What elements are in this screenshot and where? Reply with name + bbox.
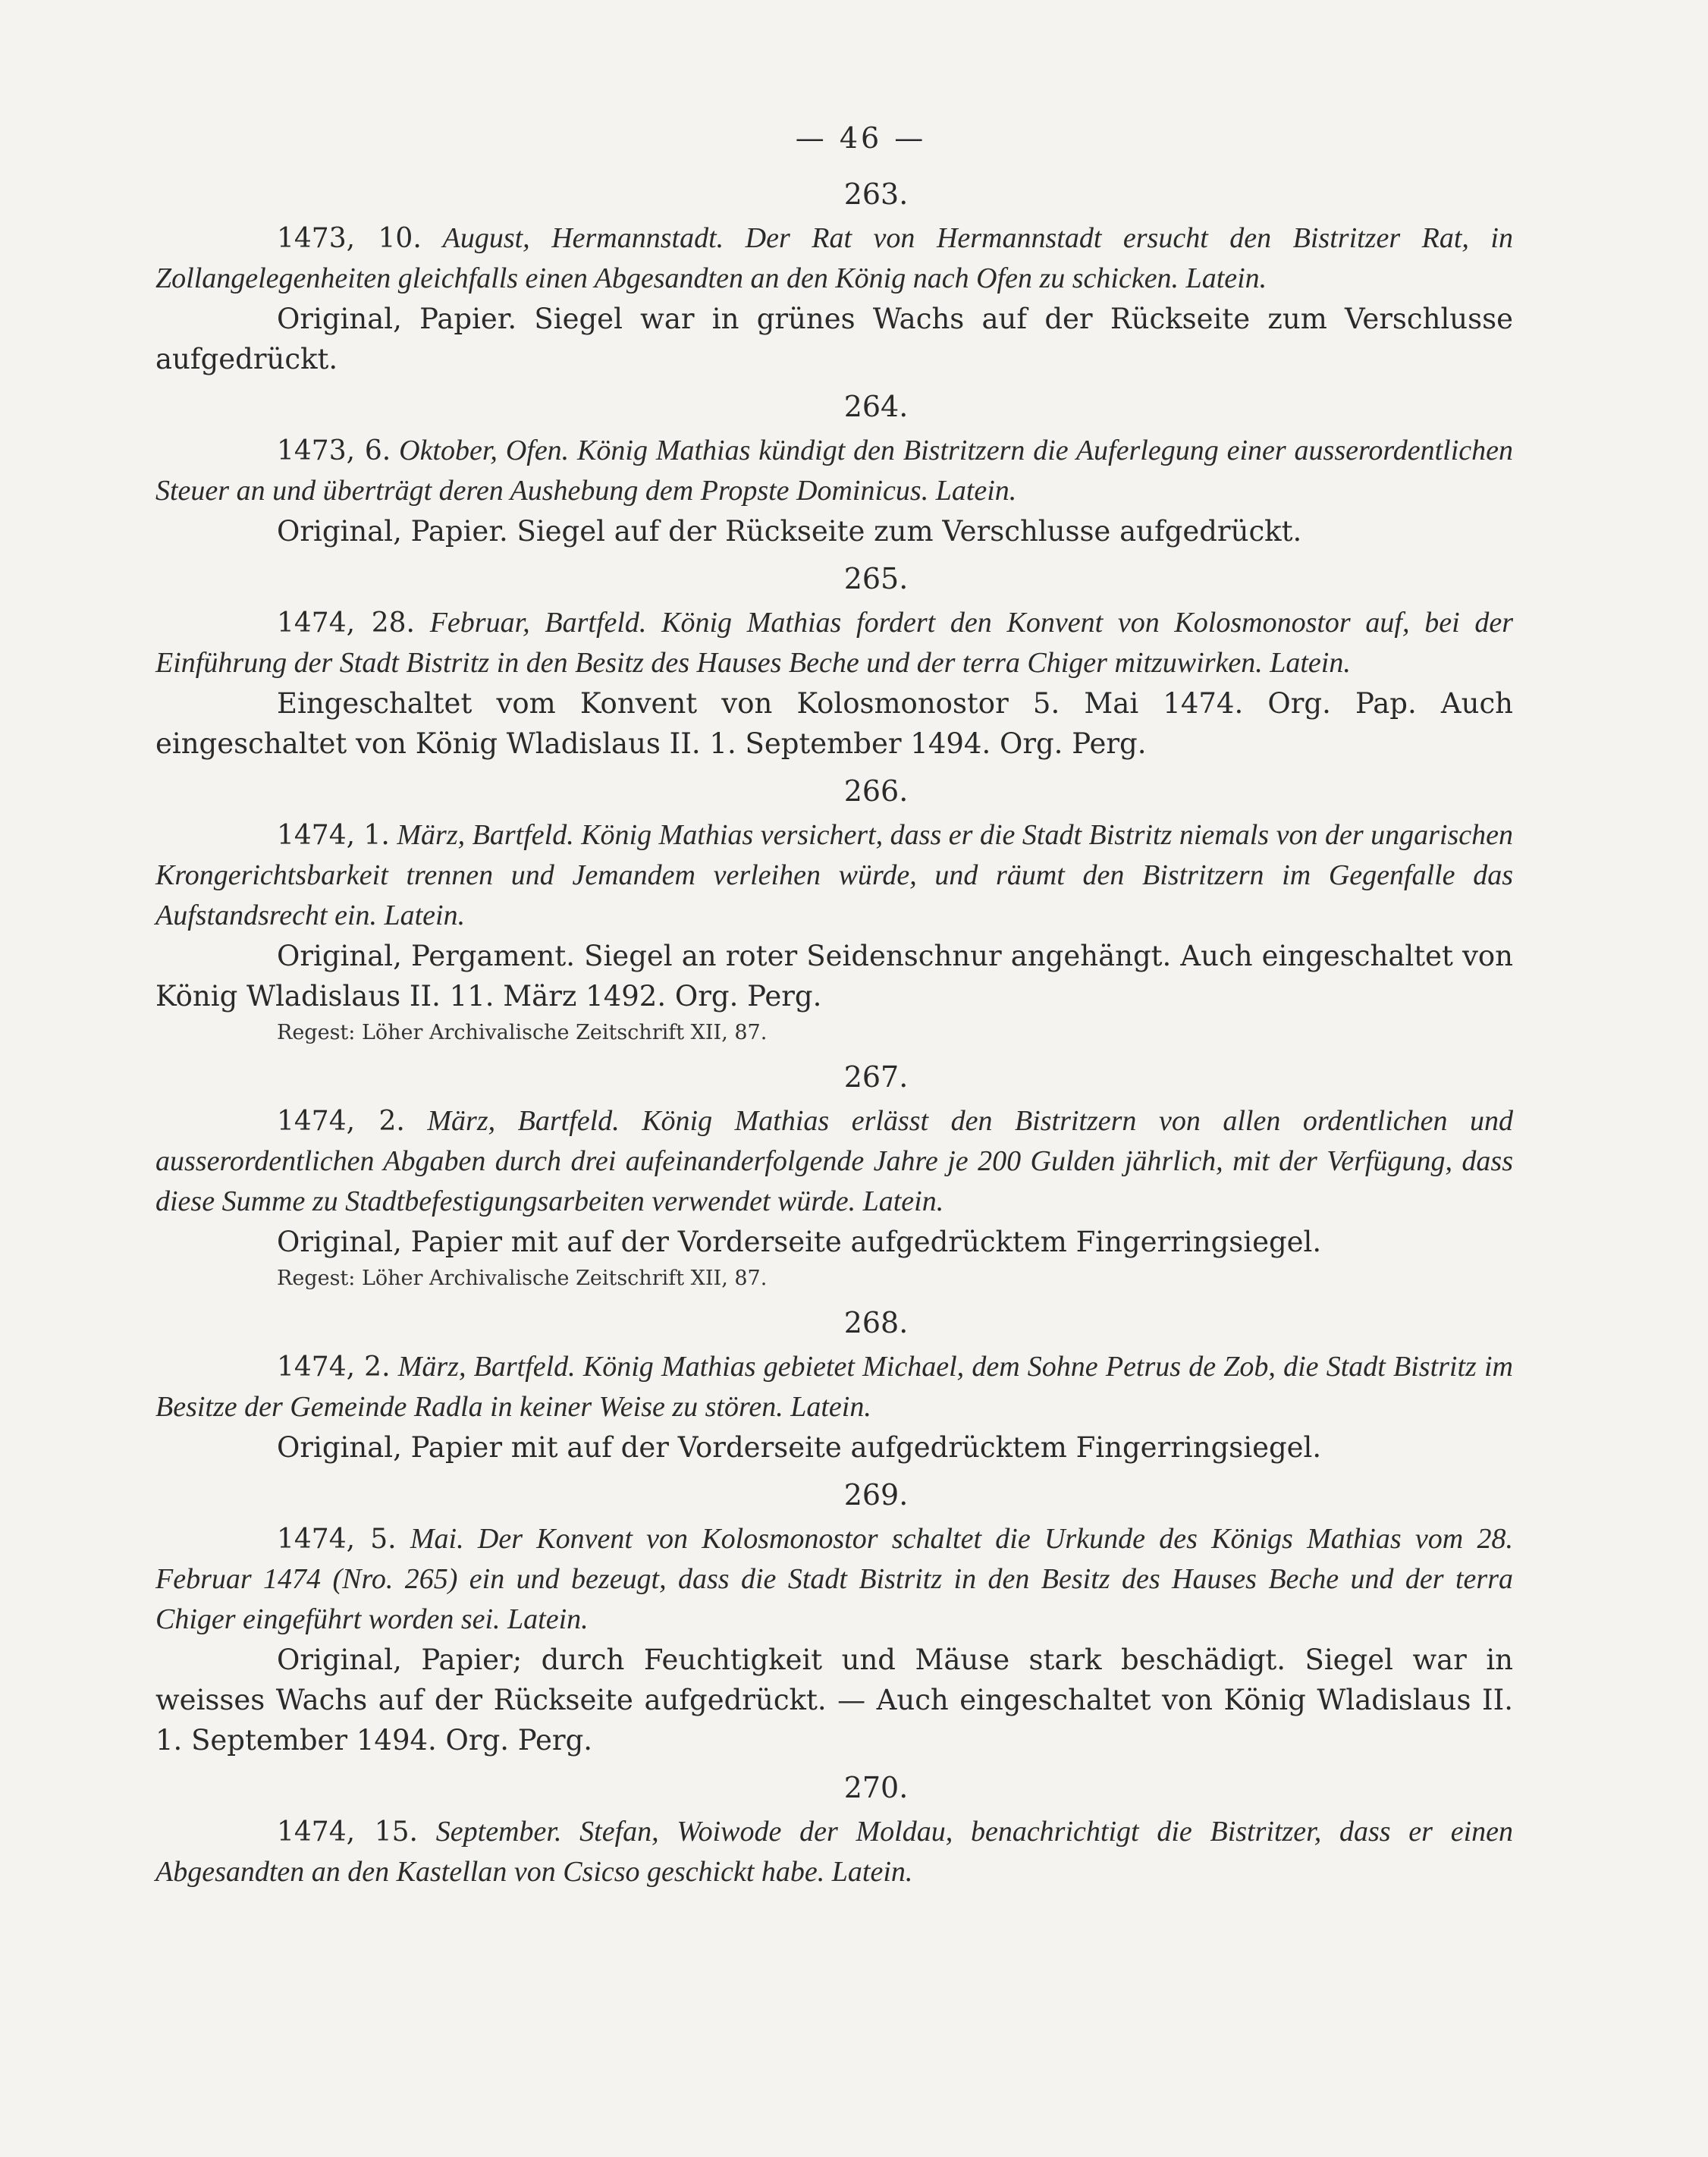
page-number: — 46 — — [795, 121, 927, 155]
entry-date: 1473, 10. — [277, 223, 422, 254]
entry-heading — [155, 1812, 1513, 1892]
entry-note: Eingeschaltet vom Konvent von Kolosmonostor 5. Mai 1474. Org. Pap. Auch eingeschaltet von König Wladislaus II. 1. September 1494. Org. Perg. — [155, 687, 1513, 760]
regest-entry — [155, 1771, 1513, 1892]
entry-number: 268. — [843, 1306, 909, 1339]
entry-number: 266. — [843, 774, 909, 808]
page-body — [155, 121, 1513, 1892]
entry-heading — [155, 815, 1513, 936]
regest-entry — [155, 177, 1513, 379]
entry-heading-text: März, Bartfeld. König Mathias erlässt den Bistritzern von allen ordentlichen und ausserordentlichen Abgaben durch drei aufeinanderfolgende Jahre je 200 Gulden jährlich, mit der Verfügung, dass diese Summe zu Stadtbefestigungsarbeiten verwendet würde. Latein. — [155, 1105, 1514, 1217]
entry-heading — [155, 218, 1513, 299]
entry-heading-text: Oktober, Ofen. König Mathias kündigt den Bistritzern die Auferlegung einer ausserordentlichen Steuer an und überträgt deren Aushebung dem Propste Dominicus. Latein. — [155, 435, 1514, 507]
entry-note: Original, Papier. Siegel auf der Rückseite zum Verschlusse aufgedrückt. — [277, 515, 1302, 548]
regest-entry — [155, 562, 1513, 764]
entry-number: 264. — [843, 390, 909, 423]
entry-number: 267. — [843, 1060, 909, 1094]
entry-date: 1473, 6. — [277, 435, 391, 466]
entry-note: Original, Papier mit auf der Vorderseite aufgedrücktem Fingerringsiegel. — [277, 1431, 1322, 1464]
entry-note: Original, Pergament. Siegel an roter Seidenschnur angehängt. Auch eingeschaltet von König Wladislaus II. 11. März 1492. Org. Perg. — [155, 940, 1513, 1013]
entry-date: 1474, 15. — [277, 1816, 419, 1848]
entry-note: Original, Papier mit auf der Vorderseite aufgedrücktem Fingerringsiegel. — [277, 1226, 1322, 1258]
entry-number: 270. — [843, 1771, 909, 1804]
entry-note: Original, Papier. Siegel war in grünes Wachs auf der Rückseite zum Verschlusse aufgedrückt. — [155, 303, 1513, 375]
entry-heading-text: August, Hermannstadt. Der Rat von Hermannstadt ersucht den Bistritzer Rat, in Zollangelegenheiten gleichfalls einen Abgesandten an den König nach Ofen zu schicken. Latein. — [155, 222, 1513, 294]
regest-entry — [155, 1060, 1513, 1295]
regest-entry — [155, 774, 1513, 1050]
entry-date: 1474, 2. — [277, 1352, 391, 1383]
entry-date: 1474, 28. — [277, 608, 415, 639]
entry-heading-text: März, Bartfeld. König Mathias gebietet Michael, dem Sohne Petrus de Zob, die Stadt Bistritz im Besitze der Gemeinde Radla in keiner Weise zu stören. Latein. — [155, 1351, 1513, 1423]
entry-number: 265. — [843, 562, 909, 595]
entry-heading-text: Februar, Bartfeld. König Mathias fordert den Konvent von Kolosmonostor auf, bei der Einführung der Stadt Bistritz in den Besitz des Hauses Beche und der terra Chiger mitzuwirken. Latein. — [155, 607, 1513, 679]
entry-heading — [155, 1347, 1513, 1427]
regest-entry — [155, 1478, 1513, 1760]
entry-heading — [155, 1519, 1513, 1640]
entry-note: Original, Papier; durch Feuchtigkeit und Mäuse stark beschädigt. Siegel war in weisses Wachs auf der Rückseite aufgedrückt. — Auch eingeschaltet von König Wladislaus II. 1. September 1494. Org. Perg. — [155, 1644, 1513, 1757]
entry-date: 1474, 1. — [277, 820, 390, 851]
entry-regest: Regest: Löher Archivalische Zeitschrift XII, 87. — [277, 1021, 768, 1044]
entry-number: 263. — [843, 177, 909, 211]
regest-entry — [155, 1306, 1513, 1468]
entry-regest: Regest: Löher Archivalische Zeitschrift XII, 87. — [277, 1267, 768, 1290]
entry-number: 269. — [843, 1478, 909, 1512]
entry-heading — [155, 1101, 1513, 1222]
entry-heading — [155, 603, 1513, 683]
entry-heading-text: März, Bartfeld. König Mathias versichert, dass er die Stadt Bistritz niemals von der ungarischen Krongerichtsbarkeit trennen und Jemandem verleihen würde, und räumt den Bistritzern im Gegenfalle das Aufstandsrecht ein. Latein. — [155, 819, 1513, 931]
entries-list — [155, 177, 1513, 1892]
entry-heading-text: Mai. Der Konvent von Kolosmonostor schaltet die Urkunde des Königs Mathias vom 28. Februar 1474 (Nro. 265) ein und bezeugt, dass die Stadt Bistritz in den Besitz des Hauses Beche und der terra Chiger eingeführt worden sei. Latein. — [155, 1523, 1514, 1635]
entry-heading-text: September. Stefan, Woiwode der Moldau, benachrichtigt die Bistritzer, dass er einen Abgesandten an den Kastellan von Csicso geschickt habe. Latein. — [155, 1816, 1513, 1888]
regest-entry — [155, 390, 1513, 551]
entry-heading — [155, 431, 1513, 511]
entry-date: 1474, 5. — [277, 1524, 397, 1555]
entry-date: 1474, 2. — [277, 1106, 405, 1137]
